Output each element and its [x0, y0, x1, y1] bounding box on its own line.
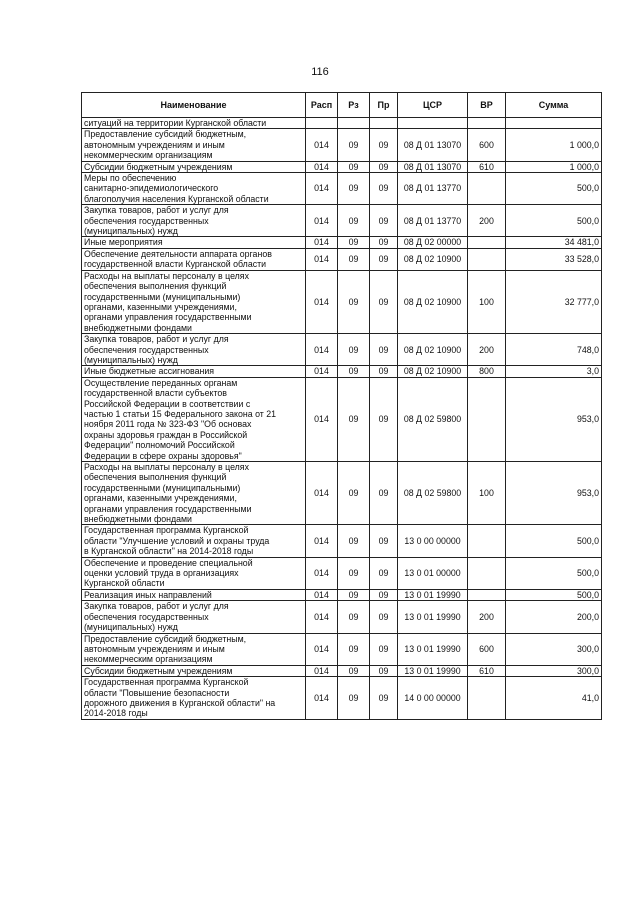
cell-name: [82, 161, 306, 172]
table-row: [82, 525, 602, 557]
cell-rz: 09: [338, 525, 370, 557]
cell-csr: 08 Д 01 13070: [398, 161, 468, 172]
cell-rz: 09: [338, 237, 370, 248]
cell-name: [82, 334, 306, 366]
cell-name-line: благополучия населения Курганской области: [84, 193, 269, 204]
table-row: [82, 589, 602, 600]
cell-rasp: [306, 118, 338, 129]
table-row: [82, 248, 602, 270]
cell-csr: 13 0 01 19990: [398, 601, 468, 633]
cell-name-line: Российской Федерации в соответствии с: [84, 398, 251, 409]
cell-name: [82, 248, 306, 270]
cell-rz: 09: [338, 377, 370, 461]
cell-name-line: Реализация иных направлений: [84, 589, 212, 600]
cell-sum: 300,0: [506, 633, 602, 665]
cell-name: [82, 665, 306, 676]
cell-csr: 08 Д 01 13070: [398, 129, 468, 161]
cell-name-line: внебюджетными фондами: [84, 514, 192, 525]
cell-sum: 953,0: [506, 377, 602, 461]
cell-pr: [370, 118, 398, 129]
cell-csr: 08 Д 02 59800: [398, 377, 468, 461]
cell-name-line: Предоставление субсидий бюджетным,: [84, 633, 247, 644]
cell-vr: 600: [468, 633, 506, 665]
cell-vr: 800: [468, 366, 506, 377]
cell-vr: [468, 525, 506, 557]
table-body: [82, 118, 602, 720]
table-row: [82, 665, 602, 676]
table-row: [82, 557, 602, 589]
page-number: 116: [311, 66, 329, 78]
cell-rz: 09: [338, 173, 370, 205]
cell-vr: [468, 248, 506, 270]
cell-name-line: Иные бюджетные ассигнования: [84, 366, 215, 377]
cell-name-line: государственной власти Курганской области: [84, 259, 267, 270]
cell-csr: 08 Д 02 00000: [398, 237, 468, 248]
cell-name-line: государственными (муниципальными): [84, 291, 241, 302]
cell-rz: 09: [338, 665, 370, 676]
cell-name-line: Осуществление переданных органам: [84, 377, 238, 388]
cell-name-line: обеспечения государственных: [84, 215, 209, 226]
cell-sum: 748,0: [506, 334, 602, 366]
cell-name: [82, 525, 306, 557]
cell-name: [82, 557, 306, 589]
cell-csr: 08 Д 01 13770: [398, 205, 468, 237]
cell-rasp: 014: [306, 173, 338, 205]
cell-name-line: Расходы на выплаты персоналу в целях: [84, 270, 249, 281]
cell-name-line: в Курганской области" на 2014-2018 годы: [84, 546, 254, 557]
cell-pr: 09: [370, 525, 398, 557]
table-row: [82, 129, 602, 161]
cell-rz: 09: [338, 129, 370, 161]
cell-csr: 08 Д 02 10900: [398, 270, 468, 333]
cell-rz: 09: [338, 248, 370, 270]
cell-name: [82, 633, 306, 665]
cell-name-line: частью 1 статьи 15 Федерального закона от 21: [84, 408, 277, 419]
cell-rasp: 014: [306, 557, 338, 589]
cell-rz: 09: [338, 161, 370, 172]
table-row: [82, 677, 602, 720]
cell-csr: 08 Д 02 10900: [398, 334, 468, 366]
cell-csr: 08 Д 02 59800: [398, 462, 468, 525]
cell-vr: 600: [468, 129, 506, 161]
cell-rasp: 014: [306, 665, 338, 676]
cell-csr: 13 0 00 00000: [398, 525, 468, 557]
cell-rasp: 014: [306, 334, 338, 366]
cell-name-line: (муниципальных) нужд: [84, 622, 178, 633]
table-row: [82, 377, 602, 461]
cell-rasp: 014: [306, 462, 338, 525]
cell-name-line: Обеспечение и проведение специальной: [84, 557, 253, 568]
cell-name-line: 2014-2018 годы: [84, 708, 148, 719]
cell-name-line: Меры по обеспечению: [84, 173, 177, 184]
cell-name-line: Федерации в сфере охраны здоровья": [84, 450, 242, 461]
cell-vr: 610: [468, 665, 506, 676]
cell-csr: 08 Д 01 13770: [398, 173, 468, 205]
cell-rasp: 014: [306, 270, 338, 333]
cell-name: [82, 366, 306, 377]
cell-csr: 13 0 01 19990: [398, 633, 468, 665]
cell-rasp: 014: [306, 525, 338, 557]
cell-name-line: Федерации" полномочий Российской: [84, 440, 235, 451]
header-name: Наименование: [82, 93, 306, 118]
cell-pr: 09: [370, 205, 398, 237]
cell-name-line: обеспечения выполнения функций: [84, 472, 227, 483]
cell-pr: 09: [370, 665, 398, 676]
cell-name: [82, 601, 306, 633]
cell-rz: 09: [338, 677, 370, 720]
cell-name: [82, 462, 306, 525]
cell-name: [82, 237, 306, 248]
cell-rz: 09: [338, 633, 370, 665]
cell-csr: 08 Д 02 10900: [398, 366, 468, 377]
table-row: [82, 633, 602, 665]
cell-vr: 200: [468, 601, 506, 633]
cell-pr: 09: [370, 129, 398, 161]
cell-rz: 09: [338, 557, 370, 589]
cell-name: [82, 129, 306, 161]
cell-name-line: Расходы на выплаты персоналу в целях: [84, 462, 249, 472]
cell-pr: 09: [370, 462, 398, 525]
header-rasp: Расп: [306, 93, 338, 118]
cell-name-line: области "Улучшение условий и охраны труда: [84, 535, 270, 546]
cell-sum: 41,0: [506, 677, 602, 720]
cell-csr: 13 0 01 00000: [398, 557, 468, 589]
cell-pr: 09: [370, 173, 398, 205]
cell-vr: [468, 677, 506, 720]
cell-csr: 13 0 01 19990: [398, 665, 468, 676]
cell-name-line: Обеспечение деятельности аппарата органов: [84, 248, 272, 259]
cell-name-line: обеспечения государственных: [84, 344, 209, 355]
cell-name-line: некоммерческим организациям: [84, 654, 213, 665]
cell-vr: [468, 557, 506, 589]
cell-pr: 09: [370, 248, 398, 270]
cell-pr: 09: [370, 161, 398, 172]
table-row: [82, 118, 602, 129]
cell-sum: 500,0: [506, 589, 602, 600]
cell-pr: 09: [370, 677, 398, 720]
cell-sum: 34 481,0: [506, 237, 602, 248]
cell-name-line: обеспечения государственных: [84, 611, 209, 622]
cell-rasp: 014: [306, 237, 338, 248]
cell-name-line: Государственная программа Курганской: [84, 677, 249, 688]
cell-rasp: 014: [306, 677, 338, 720]
table-row: [82, 462, 602, 525]
cell-name-line: Предоставление субсидий бюджетным,: [84, 129, 247, 140]
cell-name-line: ситуаций на территории Курганской области: [84, 118, 267, 128]
cell-csr: 13 0 01 19990: [398, 589, 468, 600]
cell-name-line: государственной власти субъектов: [84, 388, 227, 399]
cell-name: [82, 589, 306, 600]
cell-name: [82, 677, 306, 720]
cell-sum: [506, 118, 602, 129]
cell-pr: 09: [370, 601, 398, 633]
table-row: [82, 270, 602, 333]
cell-name-line: области "Повышение безопасности: [84, 687, 230, 698]
cell-sum: 500,0: [506, 525, 602, 557]
cell-pr: 09: [370, 270, 398, 333]
cell-name-line: ноября 2011 года № 323-ФЗ "Об основах: [84, 419, 252, 430]
cell-pr: 09: [370, 366, 398, 377]
cell-rasp: 014: [306, 248, 338, 270]
cell-name: [82, 270, 306, 333]
cell-sum: 33 528,0: [506, 248, 602, 270]
cell-name-line: Курганской области: [84, 578, 165, 589]
cell-name: [82, 377, 306, 461]
cell-pr: 09: [370, 334, 398, 366]
cell-rz: 09: [338, 270, 370, 333]
cell-rasp: 014: [306, 633, 338, 665]
table-header-row: [82, 93, 602, 118]
cell-sum: 1 000,0: [506, 161, 602, 172]
cell-name-line: (муниципальных) нужд: [84, 354, 178, 365]
cell-vr: 100: [468, 270, 506, 333]
table-row: [82, 237, 602, 248]
cell-rz: 09: [338, 589, 370, 600]
cell-name: [82, 205, 306, 237]
cell-name-line: Государственная программа Курганской: [84, 525, 249, 536]
cell-name-line: государственными (муниципальными): [84, 482, 241, 493]
table-row: [82, 161, 602, 172]
cell-vr: [468, 237, 506, 248]
table-row: [82, 173, 602, 205]
header-csr: ЦСР: [398, 93, 468, 118]
table-row: [82, 366, 602, 377]
cell-sum: 953,0: [506, 462, 602, 525]
cell-pr: 09: [370, 557, 398, 589]
cell-csr: [398, 118, 468, 129]
cell-name: [82, 173, 306, 205]
cell-sum: 32 777,0: [506, 270, 602, 333]
cell-name-line: Закупка товаров, работ и услуг для: [84, 334, 229, 345]
cell-name: [82, 118, 306, 129]
cell-name-line: Иные мероприятия: [84, 237, 163, 248]
cell-rz: 09: [338, 334, 370, 366]
cell-rz: 09: [338, 601, 370, 633]
cell-sum: 500,0: [506, 173, 602, 205]
cell-pr: 09: [370, 633, 398, 665]
cell-sum: 300,0: [506, 665, 602, 676]
header-sum: Сумма: [506, 93, 602, 118]
cell-pr: 09: [370, 589, 398, 600]
cell-sum: 500,0: [506, 205, 602, 237]
cell-rz: 09: [338, 462, 370, 525]
cell-name-line: (муниципальных) нужд: [84, 226, 178, 237]
cell-vr: [468, 589, 506, 600]
cell-vr: 610: [468, 161, 506, 172]
header-rz: Рз: [338, 93, 370, 118]
budget-table: [81, 92, 602, 720]
cell-name-line: органами управления государственными: [84, 312, 252, 323]
cell-rz: 09: [338, 205, 370, 237]
cell-name-line: обеспечения выполнения функций: [84, 281, 227, 292]
cell-name-line: органами управления государственными: [84, 503, 252, 514]
cell-name-line: автономным учреждениям и иным: [84, 643, 225, 654]
cell-name-line: автономным учреждениям и иным: [84, 139, 225, 150]
cell-pr: 09: [370, 377, 398, 461]
header-pr: Пр: [370, 93, 398, 118]
cell-sum: 500,0: [506, 557, 602, 589]
cell-rasp: 014: [306, 589, 338, 600]
cell-csr: 14 0 00 00000: [398, 677, 468, 720]
cell-rz: 09: [338, 366, 370, 377]
cell-name-line: охраны здоровья граждан в Российской: [84, 429, 248, 440]
cell-name-line: санитарно-эпидемиологического: [84, 183, 219, 194]
cell-vr: [468, 173, 506, 205]
cell-name-line: оценки условий труда в организациях: [84, 568, 239, 579]
cell-rasp: 014: [306, 161, 338, 172]
cell-name-line: дорожного движения в Курганской области" на: [84, 697, 276, 708]
cell-csr: 08 Д 02 10900: [398, 248, 468, 270]
cell-name-line: органами, казенными учреждениями,: [84, 301, 237, 312]
cell-rasp: 014: [306, 205, 338, 237]
cell-rasp: 014: [306, 601, 338, 633]
header-vr: ВР: [468, 93, 506, 118]
cell-rasp: 014: [306, 366, 338, 377]
cell-vr: [468, 118, 506, 129]
cell-sum: 200,0: [506, 601, 602, 633]
cell-vr: 200: [468, 334, 506, 366]
cell-name-line: некоммерческим организациям: [84, 150, 213, 161]
cell-name-line: Субсидии бюджетным учреждениям: [84, 161, 233, 172]
table-row: [82, 334, 602, 366]
cell-name-line: Закупка товаров, работ и услуг для: [84, 205, 229, 216]
cell-name-line: Субсидии бюджетным учреждениям: [84, 665, 233, 676]
cell-pr: 09: [370, 237, 398, 248]
table-row: [82, 205, 602, 237]
cell-vr: 200: [468, 205, 506, 237]
cell-sum: 1 000,0: [506, 129, 602, 161]
cell-vr: 100: [468, 462, 506, 525]
cell-vr: [468, 377, 506, 461]
cell-rasp: 014: [306, 129, 338, 161]
cell-rasp: 014: [306, 377, 338, 461]
cell-rz: [338, 118, 370, 129]
cell-name-line: внебюджетными фондами: [84, 322, 192, 333]
cell-name-line: органами, казенными учреждениями,: [84, 493, 237, 504]
cell-sum: 3,0: [506, 366, 602, 377]
cell-name-line: Закупка товаров, работ и услуг для: [84, 601, 229, 612]
table-row: [82, 601, 602, 633]
